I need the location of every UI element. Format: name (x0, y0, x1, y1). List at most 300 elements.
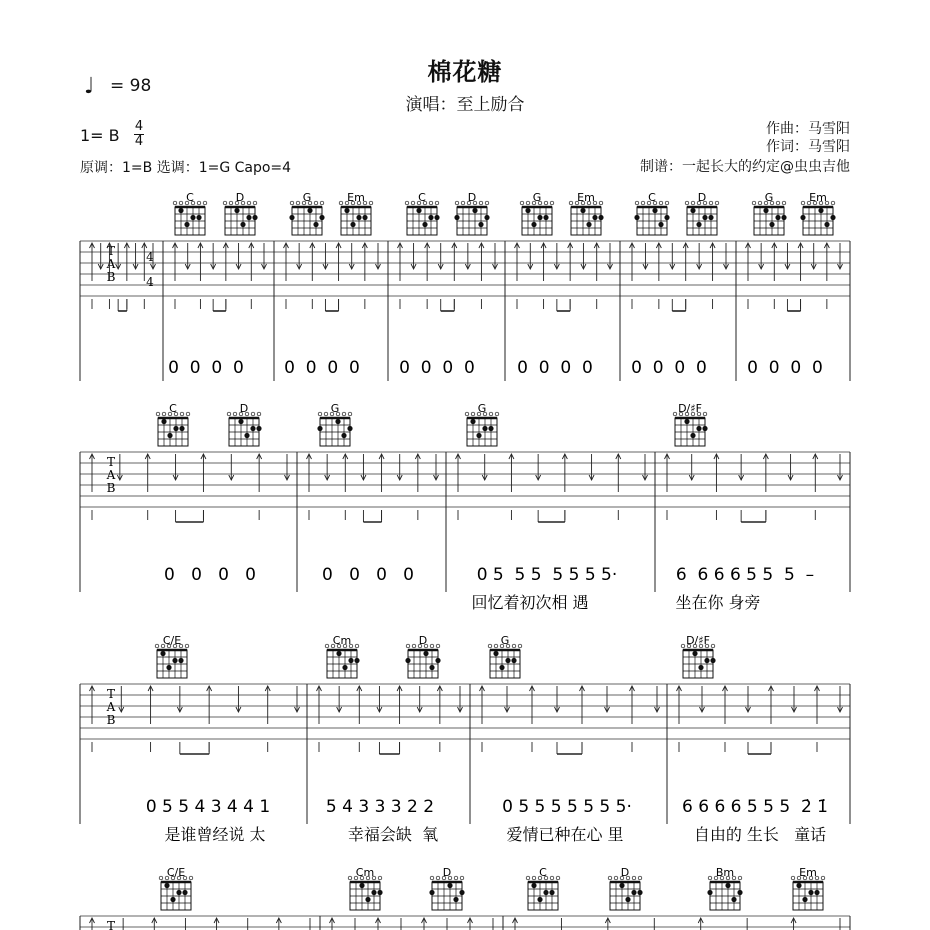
finger-dot (814, 890, 819, 895)
finger-dot (196, 215, 201, 220)
finger-dot (698, 665, 703, 670)
open-string-marker (436, 876, 440, 880)
finger-dot (341, 433, 346, 438)
chord-diagram-1-0 (156, 402, 190, 446)
open-string-marker (641, 201, 645, 205)
chord-name: G (764, 191, 774, 204)
chord-name: Bm (715, 866, 735, 879)
finger-dot (335, 419, 340, 424)
open-string-marker (635, 201, 639, 205)
arranger: 制谱：一起长大的约定@虫虫吉他 (640, 159, 850, 175)
chord-diagram-0-11 (800, 191, 835, 235)
lyric-line: 自由的 生长 童话 (693, 825, 827, 844)
finger-dot (313, 222, 318, 227)
finger-dot (598, 215, 603, 220)
finger-dot (690, 208, 695, 213)
finger-dot (342, 665, 347, 670)
chord-diagram-0-5 (454, 191, 489, 235)
finger-dot (453, 897, 458, 902)
chord-name: Em (799, 866, 817, 879)
jianpu-measure: 0 0 0 0 (631, 358, 707, 378)
tab-clef-B: B (106, 270, 116, 284)
open-string-marker (532, 876, 536, 880)
chord-diagram-3-1 (348, 866, 382, 910)
finger-dot (499, 665, 504, 670)
open-string-marker (708, 876, 712, 880)
finger-dot (707, 890, 712, 895)
open-string-marker (544, 201, 548, 205)
open-string-marker (632, 876, 636, 880)
finger-dot (289, 215, 294, 220)
chord-diagram-0-1 (223, 191, 257, 235)
finger-dot (702, 426, 707, 431)
song-title: 棉花糖 (427, 58, 503, 86)
open-string-marker (801, 201, 805, 205)
chord-name: Em (809, 191, 827, 204)
tab-time-sig-top: 4 (146, 250, 154, 264)
finger-dot (800, 215, 805, 220)
open-string-marker (189, 876, 193, 880)
finger-dot (472, 208, 477, 213)
finger-dot (781, 215, 786, 220)
jianpu-measure: 0 0 0 0 (747, 358, 823, 378)
finger-dot (356, 215, 361, 220)
finger-dot (246, 215, 251, 220)
chord-diagram-0-9 (685, 191, 719, 235)
jianpu-measure: 6 6 6 6 5 5 5 – (675, 565, 815, 585)
chord-name: D (697, 191, 707, 204)
chord-name: D/♯F (686, 634, 710, 647)
chord-diagram-1-2 (317, 402, 352, 446)
finger-dot (184, 222, 189, 227)
finger-dot (543, 890, 548, 895)
open-string-marker (348, 876, 352, 880)
open-string-marker (550, 876, 554, 880)
jianpu-measure: 6 6 6 6 5 5 5 2̇ 1̇ (682, 797, 828, 817)
open-string-marker (673, 412, 677, 416)
finger-dot (429, 665, 434, 670)
open-string-marker (173, 201, 177, 205)
finger-dot (531, 883, 536, 888)
finger-dot (580, 208, 585, 213)
finger-dot (664, 215, 669, 220)
chord-diagram-2-2 (405, 634, 440, 678)
finger-dot (549, 890, 554, 895)
composer: 作曲：马雪阳 (766, 121, 850, 137)
finger-dot (428, 215, 433, 220)
finger-dot (347, 426, 352, 431)
open-string-marker (411, 201, 415, 205)
chord-name: G (302, 191, 312, 204)
finger-dot (525, 208, 530, 213)
chord-diagram-2-4 (681, 634, 715, 678)
open-string-marker (752, 201, 756, 205)
open-string-marker (454, 876, 458, 880)
finger-dot (775, 215, 780, 220)
chord-name: D (239, 402, 249, 415)
open-string-marker (488, 644, 492, 648)
open-string-marker (569, 201, 573, 205)
key-capo-info: 原调：1=B 选调：1=G Capo=4 (80, 160, 292, 176)
finger-dot (166, 665, 171, 670)
finger-dot (531, 222, 536, 227)
open-string-marker (485, 201, 489, 205)
open-string-marker (430, 876, 434, 880)
open-string-marker (348, 412, 352, 416)
time-sig-top: 4 (134, 119, 144, 134)
open-string-marker (355, 644, 359, 648)
finger-dot (317, 426, 322, 431)
open-string-marker (638, 876, 642, 880)
open-string-marker (709, 201, 713, 205)
finger-dot (416, 208, 421, 213)
chord-name: G (532, 191, 542, 204)
lyricist: 作词：马雪阳 (766, 139, 850, 155)
chord-diagram-0-6 (520, 191, 554, 235)
finger-dot (350, 222, 355, 227)
finger-dot (362, 215, 367, 220)
finger-dot (658, 222, 663, 227)
finger-dot (422, 222, 427, 227)
finger-dot (371, 890, 376, 895)
chord-name: C (418, 191, 426, 204)
jianpu-measure: 0 0 0 0 (284, 358, 360, 378)
open-string-marker (526, 876, 530, 880)
finger-dot (190, 215, 195, 220)
jianpu-measure: 0 0 0 0 (322, 565, 414, 585)
tab-clef-T: T (106, 919, 116, 930)
open-string-marker (461, 201, 465, 205)
finger-dot (459, 890, 464, 895)
open-string-marker (436, 644, 440, 648)
chord-name: G (477, 402, 487, 415)
quarter-note-icon: ♩ (84, 74, 95, 99)
finger-dot (592, 215, 597, 220)
finger-dot (802, 897, 807, 902)
open-string-marker (791, 876, 795, 880)
finger-dot (796, 883, 801, 888)
chord-diagram-3-6 (791, 866, 825, 910)
jianpu-measure: 5 4 3 3 3 2 2 (325, 797, 435, 817)
open-string-marker (342, 412, 346, 416)
chord-diagram-2-3 (488, 634, 522, 678)
finger-dot (482, 426, 487, 431)
chord-diagram-3-2 (429, 866, 464, 910)
open-string-marker (429, 201, 433, 205)
finger-dot (423, 651, 428, 656)
open-string-marker (526, 201, 530, 205)
finger-dot (488, 426, 493, 431)
open-string-marker (179, 201, 183, 205)
open-string-marker (314, 201, 318, 205)
open-string-marker (703, 412, 707, 416)
open-string-marker (495, 412, 499, 416)
chord-name: G (500, 634, 510, 647)
chord-name: C (169, 402, 177, 415)
chord-name: Cm (355, 866, 375, 879)
open-string-marker (296, 201, 300, 205)
finger-dot (348, 658, 353, 663)
lyric-line: 坐在你 身旁 (675, 593, 761, 612)
finger-dot (824, 222, 829, 227)
tab-clef-B: B (106, 713, 116, 727)
finger-dot (769, 222, 774, 227)
open-string-marker (290, 201, 294, 205)
jianpu-measure: 0 5 5 5 5 5 5 5· (502, 797, 632, 817)
open-string-marker (247, 201, 251, 205)
chord-diagram-1-4 (673, 402, 707, 446)
finger-dot (447, 883, 452, 888)
open-string-marker (685, 201, 689, 205)
open-string-marker (512, 644, 516, 648)
open-string-marker (821, 876, 825, 880)
open-string-marker (162, 412, 166, 416)
chord-diagram-1-1 (227, 402, 261, 446)
finger-dot (429, 890, 434, 895)
open-string-marker (257, 412, 261, 416)
finger-dot (250, 426, 255, 431)
open-string-marker (489, 412, 493, 416)
open-string-marker (831, 201, 835, 205)
chord-name: D (467, 191, 477, 204)
open-string-marker (197, 201, 201, 205)
chord-diagram-0-8 (634, 191, 669, 235)
tab-clef-A: A (106, 468, 116, 482)
chord-name: C/E (162, 634, 182, 647)
chord-name: D (442, 866, 452, 879)
tab-clef-B: B (106, 481, 116, 495)
chord-diagram-3-0 (159, 866, 193, 910)
chord-diagram-2-1 (325, 634, 359, 678)
open-string-marker (251, 412, 255, 416)
finger-dot (173, 426, 178, 431)
finger-dot (178, 208, 183, 213)
open-string-marker (325, 644, 329, 648)
jianpu-measure: 0 0 0 0 (168, 358, 244, 378)
open-string-marker (406, 644, 410, 648)
open-string-marker (203, 201, 207, 205)
open-string-marker (223, 201, 227, 205)
open-string-marker (471, 412, 475, 416)
finger-dot (704, 658, 709, 663)
finger-dot (435, 658, 440, 663)
finger-dot (808, 890, 813, 895)
open-string-marker (229, 201, 233, 205)
open-string-marker (455, 201, 459, 205)
chord-diagram-0-2 (289, 191, 324, 235)
chord-diagram-0-4 (405, 191, 439, 235)
lyric-line: 幸福会缺 氧 (347, 825, 439, 844)
finger-dot (696, 222, 701, 227)
finger-dot (690, 433, 695, 438)
finger-dot (493, 651, 498, 656)
finger-dot (710, 658, 715, 663)
open-string-marker (233, 412, 237, 416)
finger-dot (244, 433, 249, 438)
finger-dot (692, 651, 697, 656)
open-string-marker (711, 644, 715, 648)
finger-dot (319, 215, 324, 220)
chord-diagram-2-0 (155, 634, 189, 678)
finger-dot (252, 215, 257, 220)
finger-dot (505, 658, 510, 663)
finger-dot (625, 897, 630, 902)
open-string-marker (659, 201, 663, 205)
open-string-marker (412, 644, 416, 648)
finger-dot (161, 419, 166, 424)
open-string-marker (556, 876, 560, 880)
finger-dot (170, 897, 175, 902)
chord-name: C (186, 191, 194, 204)
chord-name: C (648, 191, 656, 204)
chord-name: D (620, 866, 630, 879)
chord-name: D (418, 634, 428, 647)
finger-dot (240, 222, 245, 227)
chord-name: C (539, 866, 547, 879)
chord-name: G (330, 402, 340, 415)
jianpu-measure: 0 0 0 0 (517, 358, 593, 378)
finger-dot (737, 890, 742, 895)
jianpu-measure: 0 0 0 0 (164, 565, 256, 585)
open-string-marker (460, 876, 464, 880)
open-string-marker (738, 876, 742, 880)
finger-dot (182, 890, 187, 895)
chord-name: D (235, 191, 245, 204)
open-string-marker (186, 412, 190, 416)
finger-dot (176, 890, 181, 895)
key-signature: 1= B (80, 126, 120, 145)
finger-dot (377, 890, 382, 895)
open-string-marker (155, 644, 159, 648)
chord-name: Em (347, 191, 365, 204)
finger-dot (359, 883, 364, 888)
chord-diagram-0-7 (569, 191, 603, 235)
jianpu-measure: 0 0 0 0 (399, 358, 475, 378)
open-string-marker (369, 201, 373, 205)
open-string-marker (518, 644, 522, 648)
finger-dot (652, 208, 657, 213)
finger-dot (696, 426, 701, 431)
finger-dot (763, 208, 768, 213)
chord-diagram-0-10 (752, 191, 786, 235)
finger-dot (405, 658, 410, 663)
lyric-line: 爱情已种在心 里 (506, 825, 624, 844)
tempo-marking: = 98 (110, 76, 152, 96)
open-string-marker (614, 876, 618, 880)
finger-dot (484, 215, 489, 220)
finger-dot (172, 658, 177, 663)
finger-dot (537, 897, 542, 902)
chord-diagram-0-0 (173, 191, 207, 235)
chord-diagram-1-3 (465, 402, 499, 446)
finger-dot (731, 897, 736, 902)
open-string-marker (691, 201, 695, 205)
tab-clef-A: A (106, 257, 116, 271)
open-string-marker (227, 412, 231, 416)
chord-name: D/♯F (678, 402, 702, 415)
open-string-marker (156, 412, 160, 416)
open-string-marker (324, 412, 328, 416)
finger-dot (708, 215, 713, 220)
finger-dot (454, 215, 459, 220)
finger-dot (256, 426, 261, 431)
open-string-marker (320, 201, 324, 205)
finger-dot (702, 215, 707, 220)
chord-name: C/E (166, 866, 186, 879)
tab-time-sig-bottom: 4 (146, 275, 154, 289)
open-string-marker (430, 644, 434, 648)
lyric-line: 是谁曾经说 太 (164, 825, 266, 844)
chord-diagram-3-4 (608, 866, 642, 910)
open-string-marker (715, 201, 719, 205)
finger-dot (830, 215, 835, 220)
finger-dot (336, 651, 341, 656)
finger-dot (725, 883, 730, 888)
finger-dot (307, 208, 312, 213)
finger-dot (365, 897, 370, 902)
open-string-marker (520, 201, 524, 205)
open-string-marker (180, 412, 184, 416)
tab-clef-T: T (106, 455, 116, 469)
open-string-marker (465, 412, 469, 416)
open-string-marker (758, 201, 762, 205)
open-string-marker (776, 201, 780, 205)
open-string-marker (608, 876, 612, 880)
finger-dot (178, 658, 183, 663)
finger-dot (634, 215, 639, 220)
open-string-marker (681, 644, 685, 648)
finger-dot (179, 426, 184, 431)
chord-name: Em (577, 191, 595, 204)
open-string-marker (782, 201, 786, 205)
singer-line: 演唱：至上励合 (405, 95, 525, 115)
finger-dot (354, 658, 359, 663)
finger-dot (619, 883, 624, 888)
time-sig-bottom: 4 (134, 134, 144, 149)
finger-dot (511, 658, 516, 663)
finger-dot (344, 208, 349, 213)
tab-clef-T: T (106, 687, 116, 701)
finger-dot (543, 215, 548, 220)
chord-diagram-3-3 (526, 866, 560, 910)
finger-dot (637, 890, 642, 895)
open-string-marker (665, 201, 669, 205)
finger-dot (684, 419, 689, 424)
chord-diagram-0-3 (339, 191, 373, 235)
finger-dot (470, 419, 475, 424)
open-string-marker (378, 876, 382, 880)
open-string-marker (185, 644, 189, 648)
open-string-marker (599, 201, 603, 205)
finger-dot (586, 222, 591, 227)
open-string-marker (494, 644, 498, 648)
jianpu-measure: 0 5 5 4 3 4 4 1 (145, 797, 271, 817)
chord-name: Cm (332, 634, 352, 647)
open-string-marker (435, 201, 439, 205)
jianpu-measure: 0 5 5 5 5 5 5 5· (476, 565, 618, 585)
open-string-marker (479, 201, 483, 205)
lyric-line: 回忆着初次相 遇 (471, 593, 589, 612)
open-string-marker (550, 201, 554, 205)
tab-clef-T: T (106, 244, 116, 258)
finger-dot (164, 883, 169, 888)
finger-dot (631, 890, 636, 895)
finger-dot (537, 215, 542, 220)
finger-dot (818, 208, 823, 213)
open-string-marker (159, 876, 163, 880)
finger-dot (167, 433, 172, 438)
finger-dot (160, 651, 165, 656)
